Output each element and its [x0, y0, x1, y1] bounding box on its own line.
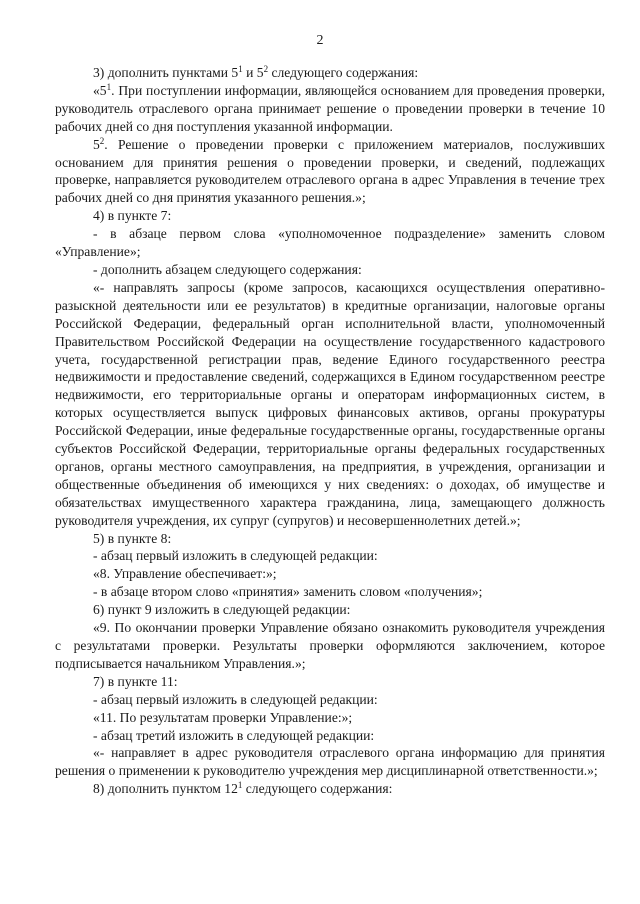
paragraph-item-5-sub-2: - в абзаце втором слово «принятия» заменить словом «получения»; — [93, 584, 483, 600]
paragraph-point-11: «11. По результатам проверки Управление:»; — [93, 709, 353, 725]
paragraph-item-4-sub-2: - дополнить абзацем следующего содержания: — [93, 261, 362, 277]
paragraph-requests-clause: «- направлять запросы (кроме запросов, касающихся осуществления оперативно-разыскной деятельности или ее результатов) в кредитные организации, налоговые органы Российской Федерации, федеральный орган исполнительной власти, уполномоченный Правительством Российской Федерации на осуществление государственного кадастрового учета, государственной регистрации прав, ведение Единого государственного реестра недвижимости и предоставление сведений, содержащихся в Едином государственном реестре недвижимости, его территориальные органы и операторам информационных систем, в которых осуществляется выпуск цифровых финансовых активов, органы прокуратуры Российской Федерации, иные федеральные государственные органы, государственные органы субъектов Российской Федерации, территориальные органы федеральных государственных органов, органы местного самоуправления, на предприятия, в учреждения, организации и общественные объединения об имеющихся у них сведениях: о доходах, об имуществе и обязательствах имущественного характера гражданина, лица, замещающего должность руководителя учреждения, их супруг (супругов) и несовершеннолетних детей.»; — [55, 279, 605, 528]
paragraph-point-8: «8. Управление обеспечивает:»; — [93, 566, 277, 582]
paragraph-point-5-1: «$5^1$. При поступлении информации, являющейся основанием для проведения проверки, руководитель отраслевого органа принимает решение о проведении проверки в течение 10 рабочих дней со дня поступления указанной информации. — [55, 81, 605, 134]
paragraph-point-9: «9. По окончании проверки Управление обязано ознакомить руководителя учреждения с результатами проверки. Результаты проверки оформляются заключением, которое подписывается начальником Управления.»; — [55, 620, 605, 671]
paragraph-disciplinary-clause: «- направляет в адрес руководителя отраслевого органа информацию для принятия решения о применении к руководителю учреждения мер дисциплинарной ответственности.»; — [55, 745, 605, 779]
paragraph-item-7: 7) в пункте 11: — [93, 673, 178, 689]
paragraph-item-8: 8) дополнить пунктом $12^1$ следующего содержания: — [93, 780, 393, 797]
paragraph-item-5: 5) в пункте 8: — [93, 530, 172, 546]
paragraph-item-7-sub-2: - абзац третий изложить в следующей редакции: — [93, 727, 375, 743]
paragraph-item-4-sub-1: - в абзаце первом слова «уполномоченное подразделение» заменить словом «Управление»; — [55, 226, 605, 260]
paragraph-item-6: 6) пункт 9 изложить в следующей редакции: — [93, 602, 351, 618]
paragraph-point-5-2: $5^2$. Решение о проведении проверки с приложением материалов, послуживших основанием для принятия решения о проведении проверки, и сведений, подлежащих проверке, направляется руководителем отраслевого органа в адрес Управления в течение трех рабочих дней со дня принятия указанного решения.»; — [55, 135, 605, 206]
paragraph-item-7-sub-1: - абзац первый изложить в следующей редакции: — [93, 691, 378, 707]
paragraph-item-5-sub-1: - абзац первый изложить в следующей редакции: — [93, 548, 378, 564]
document-body — [55, 64, 605, 798]
page-number: 2 — [316, 33, 324, 48]
paragraph-item-4: 4) в пункте 7: — [93, 208, 172, 224]
paragraph-item-3: 3) дополнить пунктами $5^1$ и $5^2$ следующего содержания: — [93, 64, 419, 80]
